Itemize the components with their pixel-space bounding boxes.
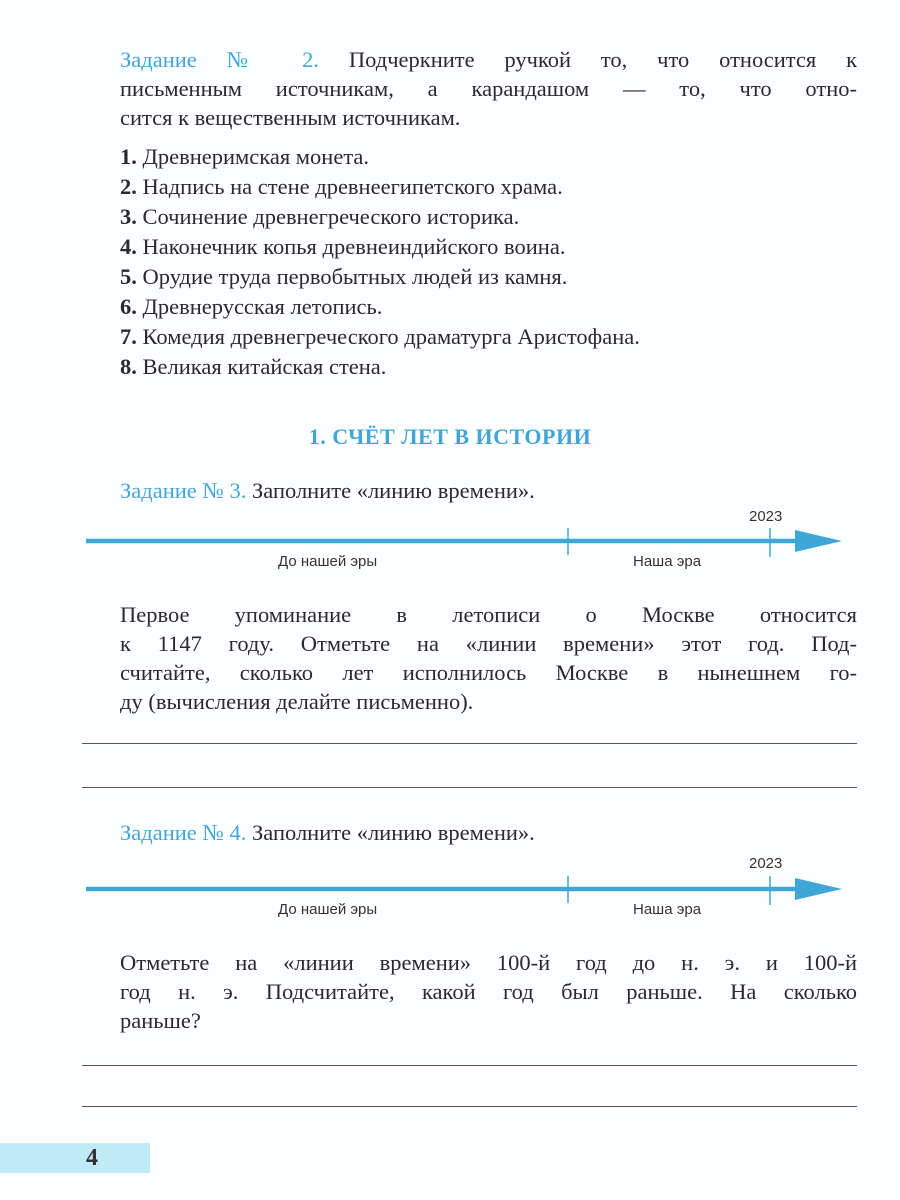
task2-line-2: письменным источникам, а карандашом — то, что отно- — [120, 76, 857, 101]
item-number: 1. — [120, 144, 137, 169]
page-number-band — [0, 1143, 150, 1173]
task4-title: Задание № 4. Заполните «линию времени». — [120, 820, 535, 845]
list-item — [120, 352, 386, 381]
item-number: 2. — [120, 174, 137, 199]
list-item — [120, 202, 519, 231]
task3-paragraph-line: Первое упоминание в летописи о Москве относится — [120, 602, 857, 627]
item-text: Комедия древнегреческого драматурга Аристофана. — [142, 324, 640, 349]
item-number: 7. — [120, 324, 137, 349]
list-item — [120, 172, 563, 201]
item-text: Древнеримская монета. — [142, 144, 370, 169]
answer-line[interactable] — [82, 787, 857, 788]
item-text: Орудие труда первобытных людей из камня. — [142, 264, 568, 289]
item-number: 6. — [120, 294, 137, 319]
task3-paragraph-line: ду (вычисления делайте письменно). — [120, 689, 474, 714]
list-item — [120, 142, 369, 171]
task3-title: Задание № 3. Заполните «линию времени». — [120, 478, 535, 503]
answer-line[interactable] — [82, 743, 857, 744]
timeline-ad-label: Наша эра — [633, 553, 702, 570]
item-number: 8. — [120, 354, 137, 379]
task2-line-3: сится к вещественным источникам. — [120, 105, 461, 130]
timeline-ad-label: Наша эра — [633, 901, 702, 918]
item-text: Надпись на стене древнеегипетского храма. — [142, 174, 563, 199]
section-heading: 1. СЧЁТ ЛЕТ В ИСТОРИИ — [308, 424, 592, 449]
item-number: 5. — [120, 264, 137, 289]
timeline-2[interactable] — [0, 848, 900, 928]
task4-paragraph-line: Отметьте на «линии времени» 100-й год до н. э. и 100-й — [120, 950, 857, 975]
list-item — [120, 292, 382, 321]
task2-label: Задание № 2. — [120, 47, 320, 72]
item-number: 3. — [120, 204, 137, 229]
timeline-bc-label: До нашей эры — [278, 901, 378, 918]
task4-paragraph-line: год н. э. Подсчитайте, какой год был раньше. На сколько — [120, 979, 857, 1004]
timeline-year: 2023 — [749, 508, 783, 525]
item-text: Наконечник копья древнеиндийского воина. — [142, 234, 566, 259]
item-number: 4. — [120, 234, 137, 259]
task2-line-1: Задание № 2. Подчеркните ручкой то, что относится к — [120, 47, 858, 72]
timeline-bc-label: До нашей эры — [278, 553, 378, 570]
task4-paragraph-line: раньше? — [120, 1008, 201, 1033]
list-item — [120, 322, 640, 351]
list-item — [120, 232, 565, 261]
timeline-year: 2023 — [749, 855, 783, 872]
timeline-1[interactable] — [0, 500, 900, 580]
answer-line[interactable] — [82, 1106, 857, 1107]
item-text: Сочинение древнегреческого историка. — [142, 204, 520, 229]
list-item — [120, 262, 567, 291]
task3-paragraph-line: считайте, сколько лет исполнилось Москве в нынешнем го- — [120, 660, 857, 685]
task3-paragraph-line: к 1147 году. Отметьте на «линии времени» этот год. Под- — [120, 631, 857, 656]
answer-line[interactable] — [82, 1065, 857, 1066]
item-text: Великая китайская стена. — [142, 354, 387, 379]
page-number: 4 — [86, 1145, 98, 1171]
item-text: Древнерусская летопись. — [142, 294, 383, 319]
